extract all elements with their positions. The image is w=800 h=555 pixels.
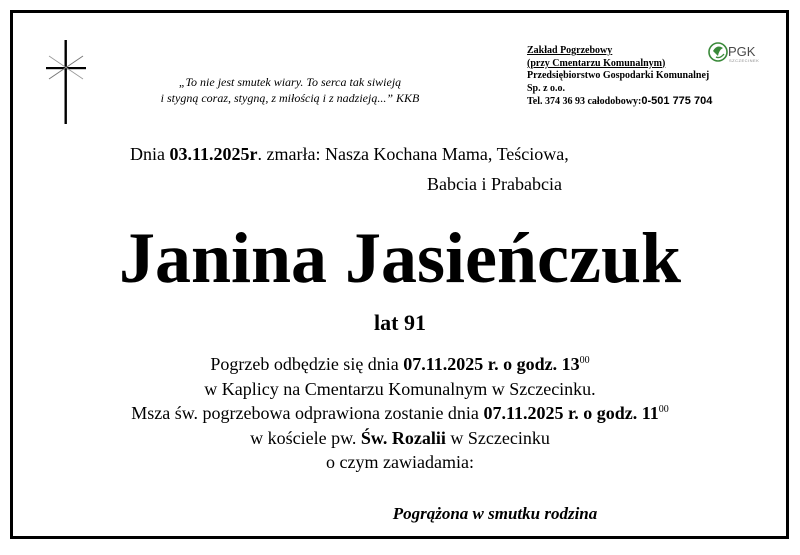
- pgk-logo-subtitle: SZCZECINEK: [729, 58, 760, 63]
- death-suffix: . zmarła: Nasza Kochana Mama, Teściowa,: [257, 144, 569, 164]
- pgk-logo-text: PGK: [728, 44, 756, 59]
- death-prefix: Dnia: [130, 144, 170, 164]
- funeral-l3-date: 07.11.2025 r. o godz. 11: [483, 403, 659, 423]
- deceased-name: Janina Jasieńczuk: [118, 218, 682, 298]
- church-name: Św. Rozalii: [360, 427, 446, 448]
- deceased-age: lat 91: [374, 310, 426, 335]
- quote: [110, 74, 470, 106]
- phone-number: 0-501 775 704: [641, 95, 713, 107]
- death-date: 03.11.2025r: [169, 144, 258, 164]
- death-line-2: Babcia i Prababcia: [427, 174, 562, 194]
- company-name-2: (przy Cmentarzu Komunalnym): [527, 57, 666, 69]
- quote-line-2: i stygną coraz, stygną, z miłością i z nadzieją...” KKB: [160, 91, 420, 105]
- funeral-info: [0, 352, 800, 475]
- phone-label: Tel. 374 36 93 całodobowy:: [527, 96, 642, 107]
- company-name: Zakład Pogrzebowy: [527, 45, 613, 56]
- funeral-l1-minutes: 00: [579, 355, 590, 366]
- family-signature: Pogrążona w smutku rodzina: [392, 504, 598, 523]
- cross-icon: [46, 40, 86, 124]
- company-phone: [527, 95, 772, 109]
- funeral-line-1: [0, 352, 800, 377]
- company-org: Przedsiębiorstwo Gospodarki Komunalnej: [527, 70, 710, 81]
- death-line-1: [130, 142, 569, 166]
- funeral-l3-minutes: 00: [658, 404, 669, 415]
- funeral-l1-date: 07.11.2025 r. o godz. 13: [403, 354, 580, 374]
- funeral-line-4: [0, 426, 800, 451]
- funeral-line-2: w Kaplicy na Cmentarzu Komunalnym w Szczecinku.: [204, 378, 596, 399]
- funeral-home-info: [527, 45, 772, 109]
- funeral-line-3: [0, 401, 800, 426]
- funeral-l4-suffix: w Szczecinku: [445, 427, 550, 448]
- company-org-2: Sp. z o.o.: [527, 82, 566, 94]
- funeral-line-5: o czym zawiadamia:: [326, 452, 474, 472]
- funeral-l3-prefix: Msza św. pogrzebowa odprawiona zostanie dnia: [131, 403, 484, 423]
- funeral-l1-prefix: Pogrzeb odbędzie się dnia: [210, 354, 404, 374]
- funeral-l4-prefix: w kościele pw.: [250, 427, 361, 448]
- quote-line-1: „To nie jest smutek wiary. To serca tak siwieją: [178, 75, 402, 89]
